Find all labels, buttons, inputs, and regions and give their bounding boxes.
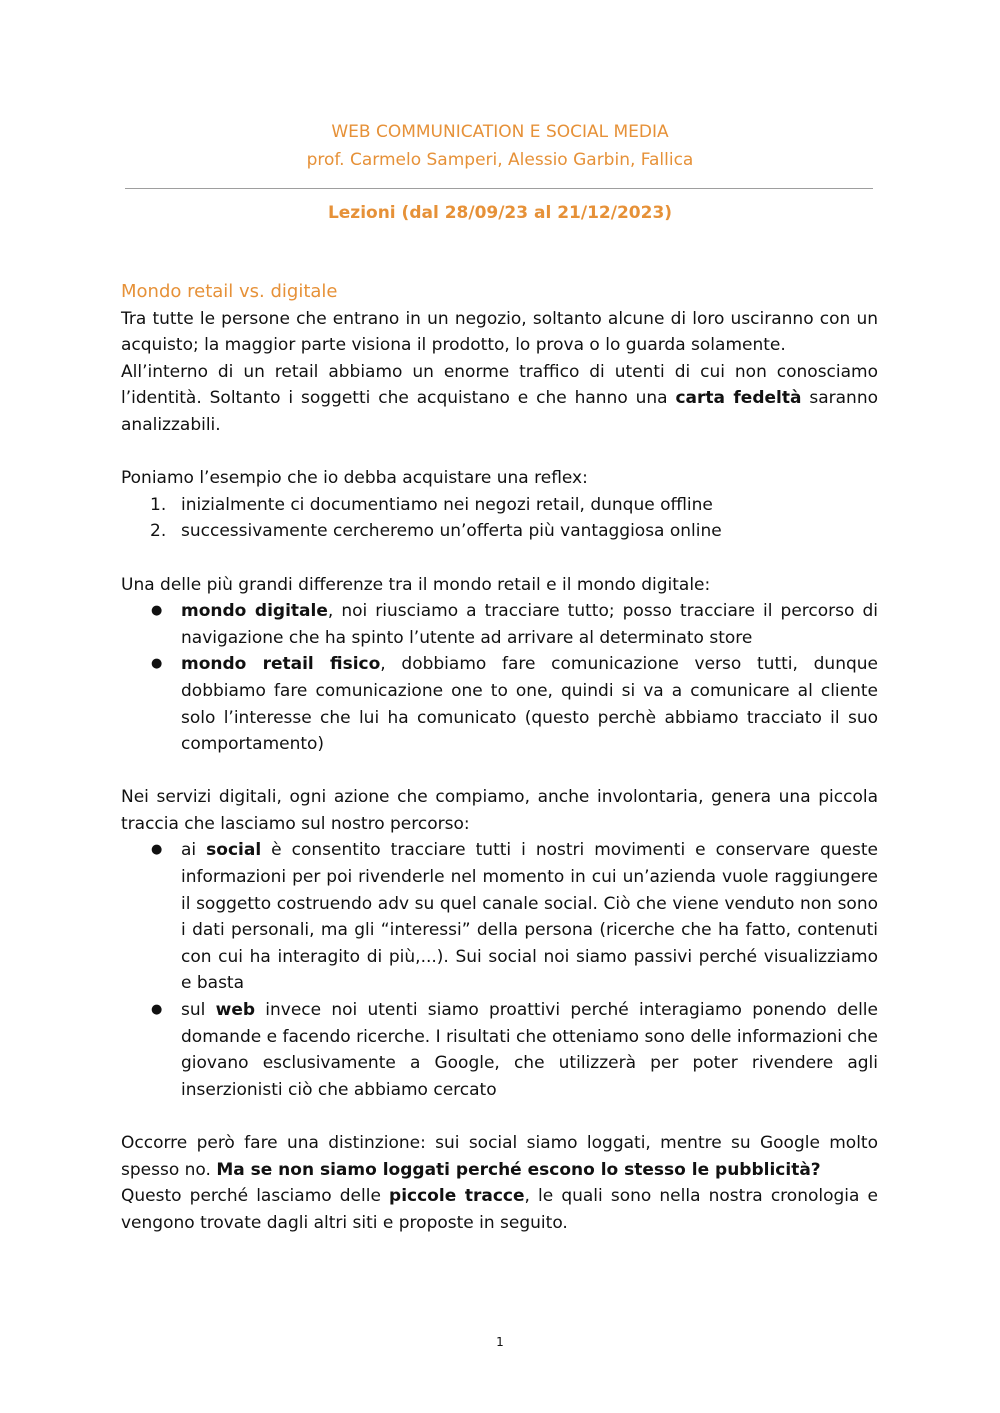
section-title: Mondo retail vs. digitale: [121, 281, 338, 302]
paragraph-intro: Tra tutte le persone che entrano in un negozio, soltanto alcune di loro usciranno con un acquisto; la maggior parte visiona il prodotto, lo prova o lo guarda solamente.: [121, 308, 878, 356]
list-item: [121, 492, 878, 519]
bold-term: web: [215, 1000, 256, 1021]
list-number: 2.: [150, 521, 167, 542]
list-item-text: , dobbiamo fare comunicazione verso tutti, dunque dobbiamo fare comunicazione one to one, quindi si va a comunicare al cliente solo l’interesse che lui ha comunicato (questo perchè abbiamo tracciato il suo comportamento): [181, 654, 878, 755]
list-item: [121, 837, 878, 997]
paragraph-text: Occorre però fare una distinzione: sui social siamo loggati, mentre su Google molto spesso no.: [121, 1133, 878, 1180]
paragraph-small-traces: [121, 1183, 878, 1236]
course-professors: prof. Carmelo Samperi, Alessio Garbin, Fallica: [306, 150, 694, 170]
bullet-list-differences: [121, 598, 878, 758]
paragraph-digital-services: Nei servizi digitali, ogni azione che compiamo, anche involontaria, genera una piccola traccia che lasciamo sul nostro percorso:: [121, 787, 878, 834]
paragraph-distinction: [121, 1130, 878, 1183]
list-item-text: inizialmente ci documentiamo nei negozi retail, dunque offline: [181, 494, 713, 515]
header-divider: [125, 188, 873, 189]
bold-term: social: [206, 840, 262, 861]
list-item-text: è consentito tracciare tutti i nostri movimenti e conservare queste informazioni per poi rivenderle nel momento in cui un’azienda vuole raggiungere il soggetto costruendo adv su quel canale social. Ciò che viene venduto non sono i dati personali, ma gli “interessi” della persona (ricerche che ha fatto, contenuti con cui ha interagito di più,...). Sui social noi siamo passivi perché visualizziamo e basta: [181, 840, 878, 994]
paragraph-text: saranno analizzabili.: [121, 388, 878, 435]
paragraph-reflex-example: Poniamo l’esempio che io debba acquistare una reflex:: [121, 468, 588, 489]
list-item-text: sul: [181, 1000, 216, 1021]
paragraph-text: Questo perché lasciamo delle: [121, 1186, 390, 1207]
page-number: 1: [496, 1335, 504, 1349]
list-item: [121, 518, 878, 545]
lessons-dates: Lezioni (dal 28/09/23 al 21/12/2023): [327, 203, 673, 223]
list-item-text: ai: [181, 840, 207, 861]
bold-carta-fedelta: carta fedeltà: [675, 388, 802, 409]
numbered-list: [121, 492, 878, 545]
bold-piccole-tracce: piccole tracce: [389, 1186, 525, 1207]
bullet-icon: ●: [151, 603, 163, 619]
bold-term: mondo retail fisico: [181, 654, 381, 675]
list-item: [121, 598, 878, 651]
list-item-text: successivamente cercheremo un’offerta più vantaggiosa online: [181, 521, 722, 542]
bullet-icon: ●: [151, 1002, 163, 1018]
bullet-icon: ●: [151, 842, 163, 858]
bullet-list-traces: [121, 837, 878, 1103]
list-item-text: , noi riusciamo a tracciare tutto; posso tracciare il percorso di navigazione che ha spinto l’utente ad arrivare al determinato store: [181, 601, 878, 648]
document-header: [0, 118, 1000, 174]
bullet-icon: ●: [151, 656, 163, 672]
document-body: [121, 279, 878, 1236]
paragraph-differences: Una delle più grandi differenze tra il mondo retail e il mondo digitale:: [121, 574, 711, 595]
bold-question: Ma se non siamo loggati perché escono lo stesso le pubblicità?: [216, 1159, 821, 1180]
list-number: 1.: [150, 494, 167, 515]
paragraph-retail-identity: [121, 359, 878, 439]
paragraph-text: , le quali sono nella nostra cronologia e vengono trovate dagli altri siti e proposte in seguito.: [121, 1186, 878, 1233]
paragraph-text: All’interno di un retail abbiamo un enorme traffico di utenti di cui non conosciamo l’identità. Soltanto i soggetti che acquistano e che hanno una: [121, 361, 878, 409]
list-item: [121, 651, 878, 757]
list-item-text: invece noi utenti siamo proattivi perché interagiamo ponendo delle domande e facendo ricerche. I risultati che otteniamo sono delle informazioni che giovano esclusivamente a Google, che utilizzerà per poter rivendere agli inserzionisti ciò che abbiamo cercato: [181, 1000, 878, 1100]
list-item: [121, 997, 878, 1103]
course-title: WEB COMMUNICATION E SOCIAL MEDIA: [331, 122, 669, 142]
bold-term: mondo digitale: [181, 601, 328, 622]
